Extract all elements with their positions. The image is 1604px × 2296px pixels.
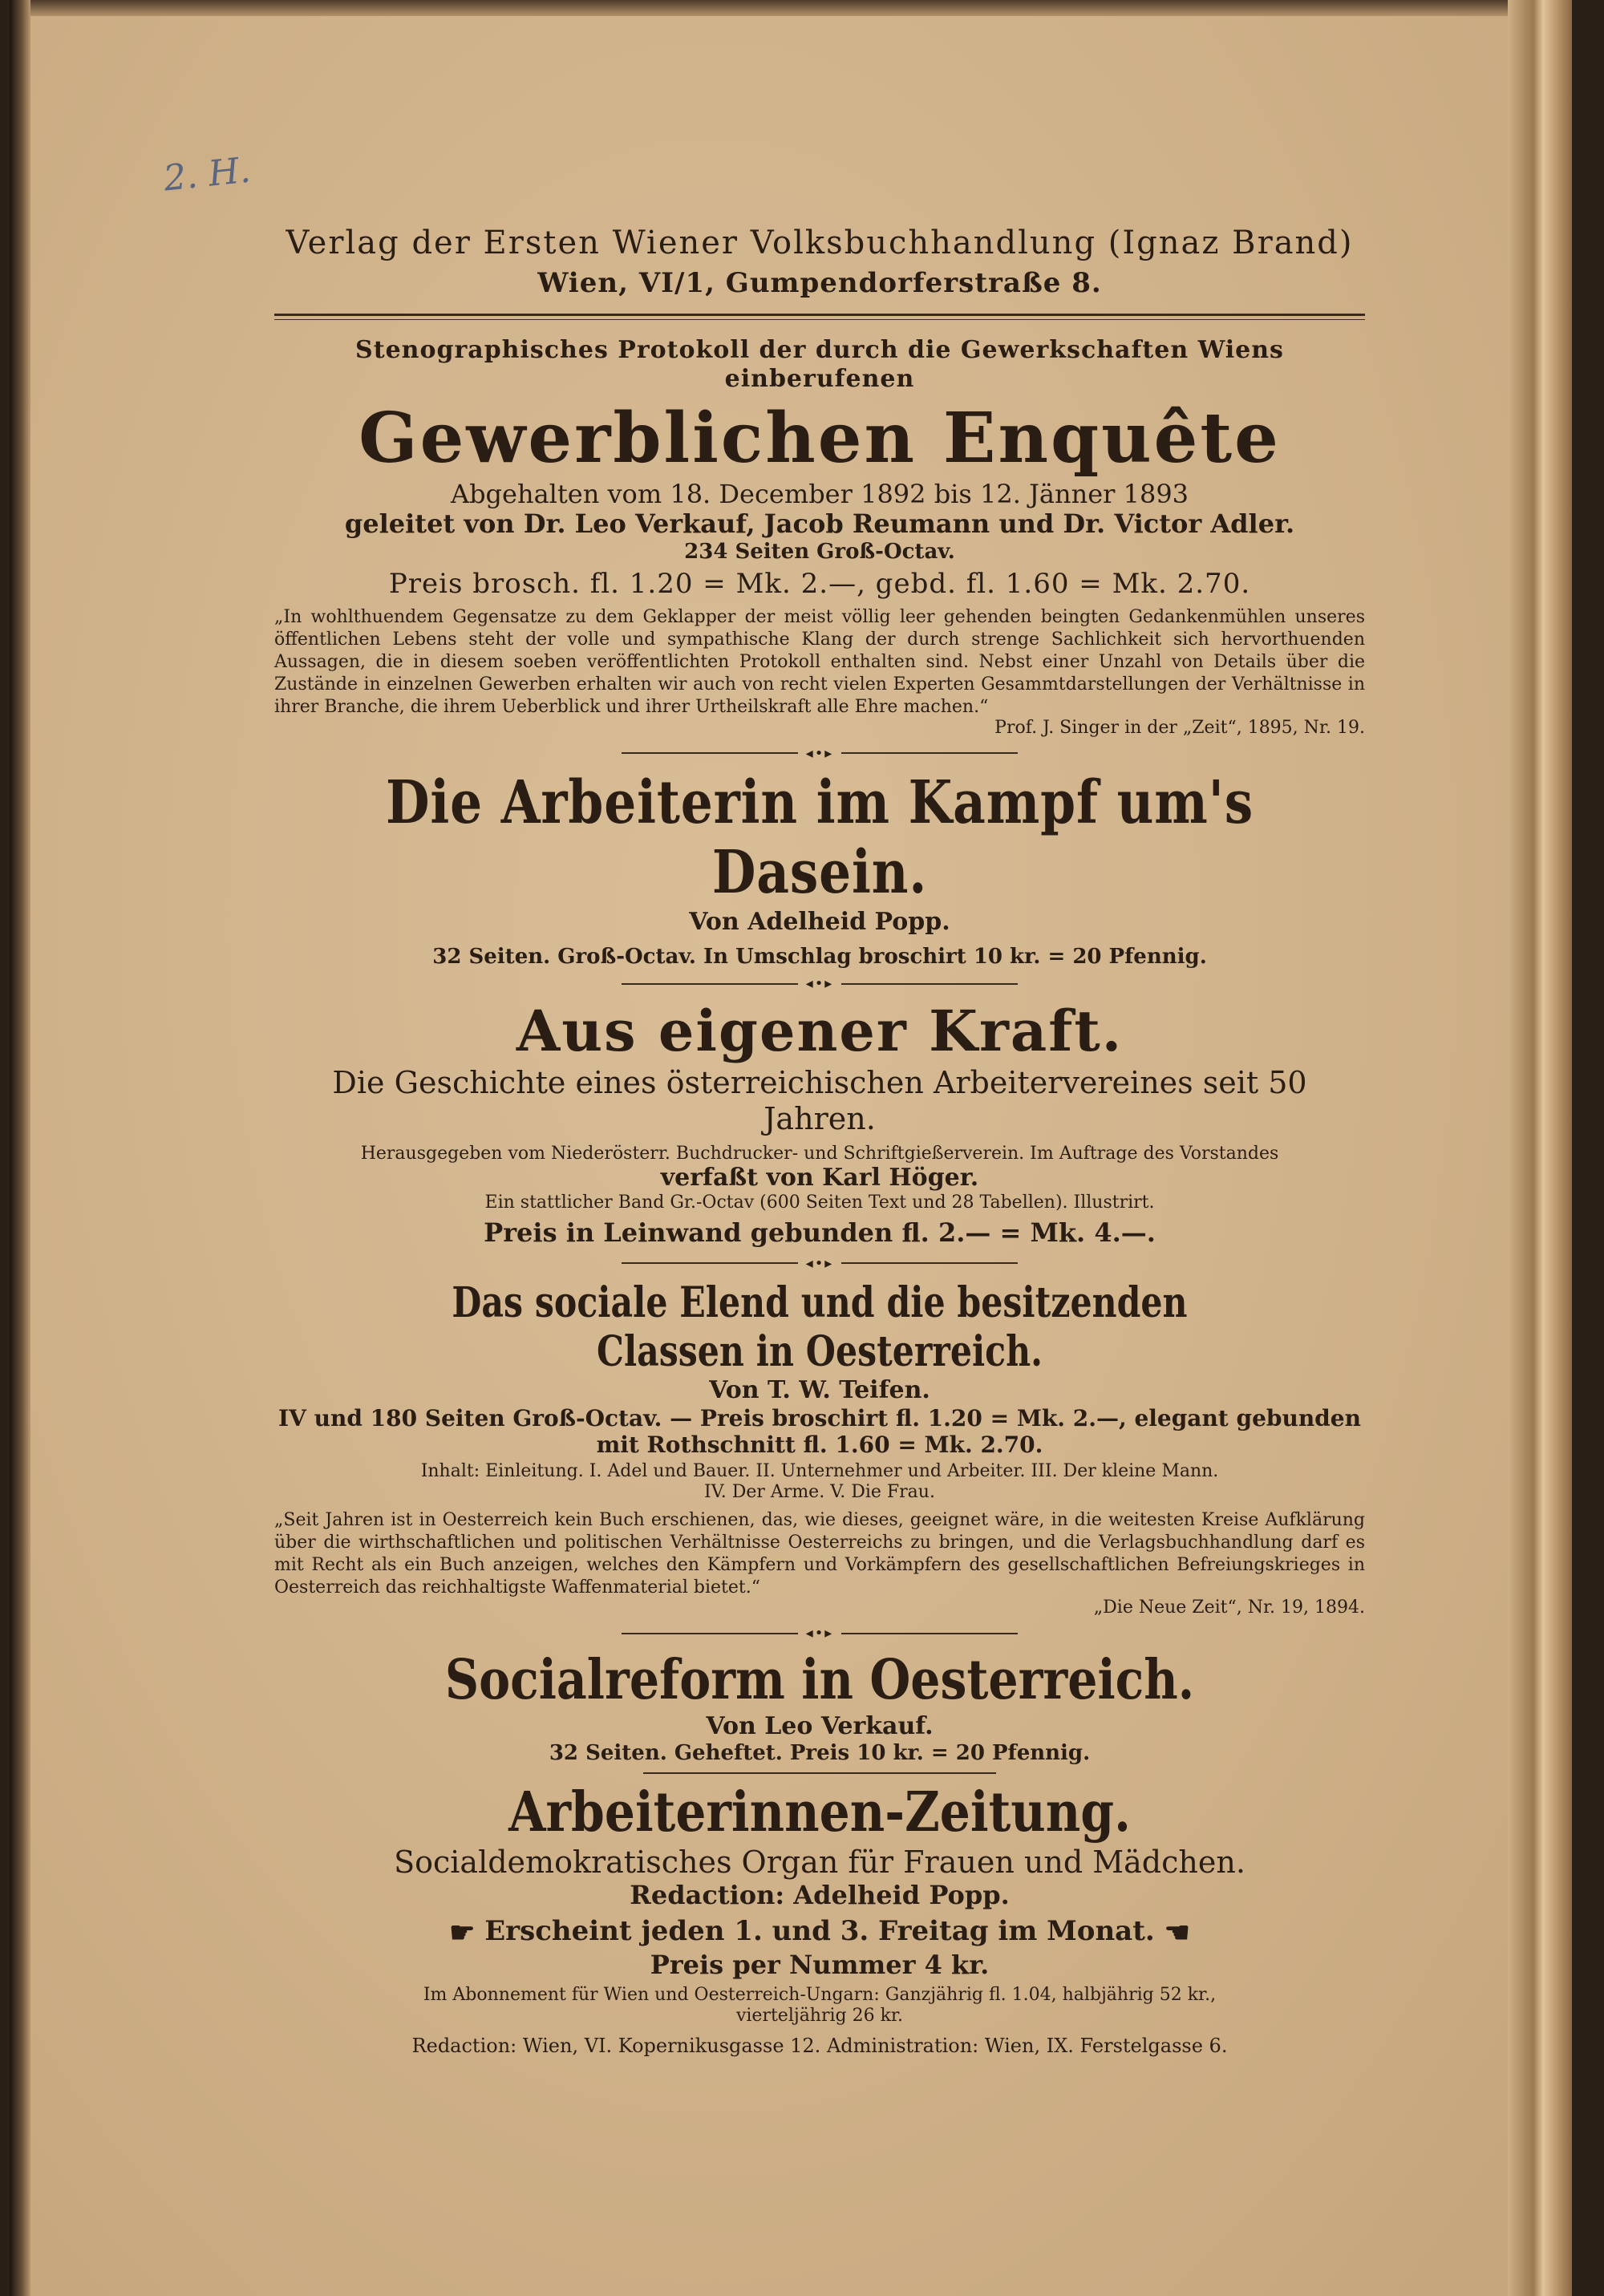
ad6-addresses: Redaction: Wien, VI. Kopernikusgasse 12. Administration: Wien, IX. Ferstelgasse 6. bbox=[411, 2035, 1228, 2058]
ad4-contents-line2: IV. Der Arme. V. Die Frau. bbox=[704, 1481, 935, 1502]
ad2-details: 32 Seiten. Groß-Octav. In Umschlag broschirt 10 kr. = 20 Pfennig. bbox=[432, 944, 1207, 969]
separator bbox=[274, 745, 1365, 762]
ad1-title: Gewerblichen Enquête bbox=[358, 398, 1281, 480]
ad4-price-line2: mit Rothschnitt fl. 1.60 = Mk. 2.70. bbox=[596, 1431, 1043, 1458]
ad-aus-eigener-kraft bbox=[274, 998, 1365, 1248]
ad1-price: Preis brosch. fl. 1.20 = Mk. 2.—, gebd. fl. 1.60 = Mk. 2.70. bbox=[388, 567, 1251, 600]
ad-gewerbliche-enquete bbox=[274, 336, 1365, 738]
page-edge-right bbox=[1508, 0, 1572, 2296]
ad-arbeiterinnen-zeitung bbox=[274, 1780, 1365, 2058]
ad1-editors: geleitet von Dr. Leo Verkauf, Jacob Reumann und Dr. Victor Adler. bbox=[344, 508, 1295, 540]
ornament: ◂•▸ bbox=[805, 1625, 834, 1642]
ad1-quote: „In wohlthuendem Gegensatze zu dem Geklapper der meist völlig leer gehenden beingten Gedankenmühlen unseres öffentlichen Lebens steht der volle und sympathische Klang der durch strenge Sachlichkeit sich hervorthuenden Aussagen, die in diesem soeben veröffentlichten Protokoll enthalten sind. Nebst einer Unzahl von Details über die Zustände in einzelnen Gewerben erhalten wir auch von recht vielen Experten Gesammtdarstellungen der Verhältnisse in ihrer Branche, die ihrem Ueberblick und ihrer Urtheilskraft alle Ehre machen.“ bbox=[274, 606, 1365, 718]
ad6-schedule: Erscheint jeden 1. und 3. Freitag im Monat. bbox=[484, 1915, 1155, 1948]
ad1-citation: Prof. J. Singer in der „Zeit“, 1895, Nr. 19. bbox=[994, 717, 1365, 738]
separator bbox=[274, 1255, 1365, 1272]
ad-sociale-elend bbox=[274, 1278, 1365, 1619]
advertisement-page bbox=[274, 225, 1365, 2058]
ad6-subscription-line1: Im Abonnement für Wien und Oesterreich-Ungarn: Ganzjährig fl. 1.04, halbjährig 52 kr., bbox=[423, 1985, 1217, 2006]
ad4-title: Das sociale Elend und die besitzenden Classen in Oesterreich. bbox=[452, 1278, 1188, 1376]
ad4-price-line1: IV und 180 Seiten Groß-Octav. — Preis broschirt fl. 1.20 = Mk. 2.—, elegant gebunden bbox=[278, 1404, 1361, 1431]
handwritten-note: 2. H. bbox=[161, 149, 253, 200]
top-edge bbox=[10, 0, 1572, 16]
separator bbox=[274, 1772, 1365, 1774]
ad5-details: 32 Seiten. Geheftet. Preis 10 kr. = 20 Pfennig. bbox=[549, 1740, 1091, 1765]
ad1-header: Stenographisches Protokoll der durch die Gewerkschaften Wiens einberufenen bbox=[355, 336, 1284, 393]
book-page bbox=[10, 0, 1572, 2296]
separator bbox=[274, 1625, 1365, 1642]
separator bbox=[274, 975, 1365, 992]
ad3-author: verfaßt von Karl Höger. bbox=[660, 1164, 979, 1193]
ad6-price: Preis per Nummer 4 kr. bbox=[650, 1949, 990, 1980]
ad4-contents-line1: Inhalt: Einleitung. I. Adel und Bauer. II. Unternehmer und Arbeiter. III. Der kleine Mann. bbox=[420, 1460, 1219, 1481]
ad4-author: Von T. W. Teifen. bbox=[709, 1376, 930, 1405]
ad4-quote: „Seit Jahren ist in Oesterreich kein Buch erschienen, das, wie dieses, geeignet wäre, in die weitesten Kreise Aufklärung über die wirthschaftlichen und politischen Verhältnisse Oesterreichs zu bringen, und die Verlagsbuchhandlung darf es mit Recht als ein Buch anzeigen, welches den Kämpfern und Vorkämpfern des gesellschaftlichen Befreiungskrieges in Oesterreich das reichhaltigste Waffenmaterial bietet.“ bbox=[274, 1509, 1365, 1598]
ad1-held: Abgehalten vom 18. December 1892 bis 12. Jänner 1893 bbox=[450, 478, 1189, 509]
ad6-title: Arbeiterinnen-Zeitung. bbox=[508, 1780, 1131, 1844]
ad3-volume: Ein stattlicher Band Gr.-Octav (600 Seiten Text und 28 Tabellen). Illustrirt. bbox=[484, 1192, 1155, 1213]
ad5-title: Socialreform in Oesterreich. bbox=[444, 1648, 1195, 1713]
ad4-citation: „Die Neue Zeit“, Nr. 19, 1894. bbox=[1093, 1597, 1365, 1618]
ad6-subtitle: Socialdemokratisches Organ für Frauen und Mädchen. bbox=[394, 1844, 1246, 1880]
ad3-publisher: Herausgegeben vom Niederösterr. Buchdrucker- und Schriftgießerverein. Im Auftrage des Vorstandes bbox=[360, 1143, 1279, 1164]
ad3-title: Aus eigener Kraft. bbox=[516, 998, 1124, 1065]
ad-socialreform bbox=[274, 1648, 1365, 1765]
header-rule bbox=[274, 314, 1365, 320]
ad5-author: Von Leo Verkauf. bbox=[706, 1712, 934, 1741]
ornament: ◂•▸ bbox=[805, 744, 834, 762]
ad6-editor: Redaction: Adelheid Popp. bbox=[630, 1879, 1010, 1910]
ad3-subtitle: Die Geschichte eines österreichischen Arbeitervereines seit 50 Jahren. bbox=[332, 1064, 1307, 1136]
ad2-title: Die Arbeiterin im Kampf um's Dasein. bbox=[386, 767, 1254, 907]
ornament: ◂•▸ bbox=[805, 975, 834, 993]
binding-left bbox=[10, 0, 30, 2296]
pointing-hand-left-icon: ☚ bbox=[1164, 1916, 1190, 1950]
ad6-schedule-row bbox=[274, 1915, 1365, 1950]
ornament: ◂•▸ bbox=[805, 1254, 834, 1272]
ad2-author: Von Adelheid Popp. bbox=[689, 908, 950, 937]
ad3-price: Preis in Leinwand gebunden fl. 2.— = Mk. 4.—. bbox=[484, 1217, 1156, 1248]
ad1-pages: 234 Seiten Groß-Octav. bbox=[684, 540, 955, 565]
ad6-subscription-line2: vierteljährig 26 kr. bbox=[735, 2006, 904, 2027]
publisher-name: Verlag der Ersten Wiener Volksbuchhandlung (Ignaz Brand) bbox=[286, 225, 1354, 261]
ad-arbeiterin-im-kampf bbox=[274, 768, 1365, 970]
publisher-address: Wien, VI/1, Gumpendorferstraße 8. bbox=[537, 267, 1102, 300]
pointing-hand-right-icon: ☛ bbox=[449, 1916, 476, 1950]
